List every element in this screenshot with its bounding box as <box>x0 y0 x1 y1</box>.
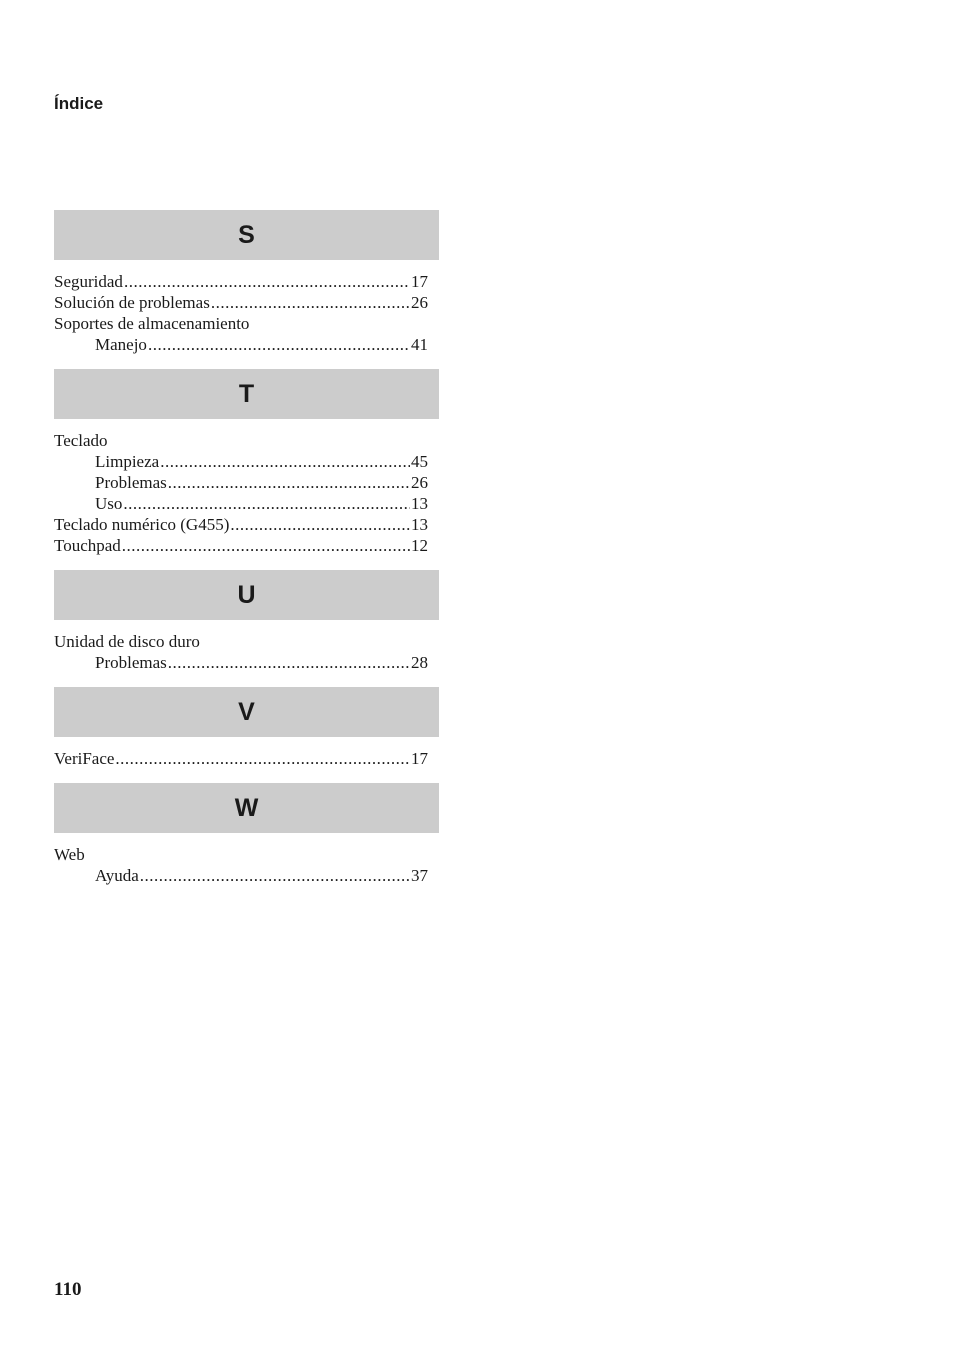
index-section-w <box>54 783 439 900</box>
index-entry <box>54 631 428 652</box>
index-entry <box>54 535 428 556</box>
dot-leader <box>168 472 410 493</box>
entry-term: Ayuda <box>95 866 139 885</box>
entry-term: VeriFace <box>54 749 115 768</box>
page-title: Índice <box>54 94 104 113</box>
index-subentry <box>54 472 428 493</box>
index-subentry <box>54 865 428 886</box>
index-entry <box>54 514 428 535</box>
entry-term: Uso <box>95 494 123 513</box>
entry-term: Problemas <box>95 653 167 672</box>
entry-page: 26 <box>411 473 428 492</box>
letter-header: S <box>54 210 439 260</box>
entry-page: 17 <box>411 749 428 768</box>
letter-header: U <box>54 570 439 620</box>
entry-list <box>54 419 439 570</box>
dot-leader <box>122 535 410 556</box>
entry-page: 45 <box>411 452 428 471</box>
entry-page: 13 <box>411 494 428 513</box>
entry-page: 12 <box>411 536 428 555</box>
dot-leader <box>230 514 410 535</box>
index-section-v <box>54 687 439 783</box>
entry-list <box>54 737 439 783</box>
page-number: 110 <box>54 1279 82 1300</box>
index-entry <box>54 844 428 865</box>
dot-leader <box>124 271 410 292</box>
dot-leader <box>140 865 410 886</box>
entry-term: Touchpad <box>54 536 121 555</box>
entry-page: 28 <box>411 653 428 672</box>
entry-page: 17 <box>411 272 428 291</box>
index-entry <box>54 292 428 313</box>
entry-term: Teclado <box>54 431 108 450</box>
dot-leader <box>160 451 410 472</box>
entry-page: 41 <box>411 335 428 354</box>
entry-page: 13 <box>411 515 428 534</box>
index-entry <box>54 271 428 292</box>
entry-term: Soportes de almacenamiento <box>54 314 250 333</box>
entry-term: Solución de problemas <box>54 293 210 312</box>
entry-term: Teclado numérico (G455) <box>54 515 230 534</box>
entry-list <box>54 833 439 900</box>
entry-term: Seguridad <box>54 272 123 291</box>
entry-term: Unidad de disco duro <box>54 632 200 651</box>
index-entry <box>54 313 428 334</box>
entry-list <box>54 260 439 369</box>
dot-leader <box>148 334 410 355</box>
letter-header: W <box>54 783 439 833</box>
entry-page: 37 <box>411 866 428 885</box>
index-subentry <box>54 451 428 472</box>
index-subentry <box>54 493 428 514</box>
entry-term: Manejo <box>95 335 147 354</box>
letter-header: T <box>54 369 439 419</box>
dot-leader <box>211 292 410 313</box>
dot-leader <box>123 493 410 514</box>
index-entry <box>54 430 428 451</box>
index-column <box>54 210 439 900</box>
dot-leader <box>168 652 410 673</box>
index-section-u <box>54 570 439 687</box>
entry-term: Problemas <box>95 473 167 492</box>
entry-list <box>54 620 439 687</box>
dot-leader <box>115 748 410 769</box>
index-section-t <box>54 369 439 570</box>
index-section-s <box>54 210 439 369</box>
entry-page: 26 <box>411 293 428 312</box>
index-subentry <box>54 334 428 355</box>
letter-header: V <box>54 687 439 737</box>
entry-term: Web <box>54 845 85 864</box>
entry-term: Limpieza <box>95 452 160 471</box>
index-subentry <box>54 652 428 673</box>
index-entry <box>54 748 428 769</box>
